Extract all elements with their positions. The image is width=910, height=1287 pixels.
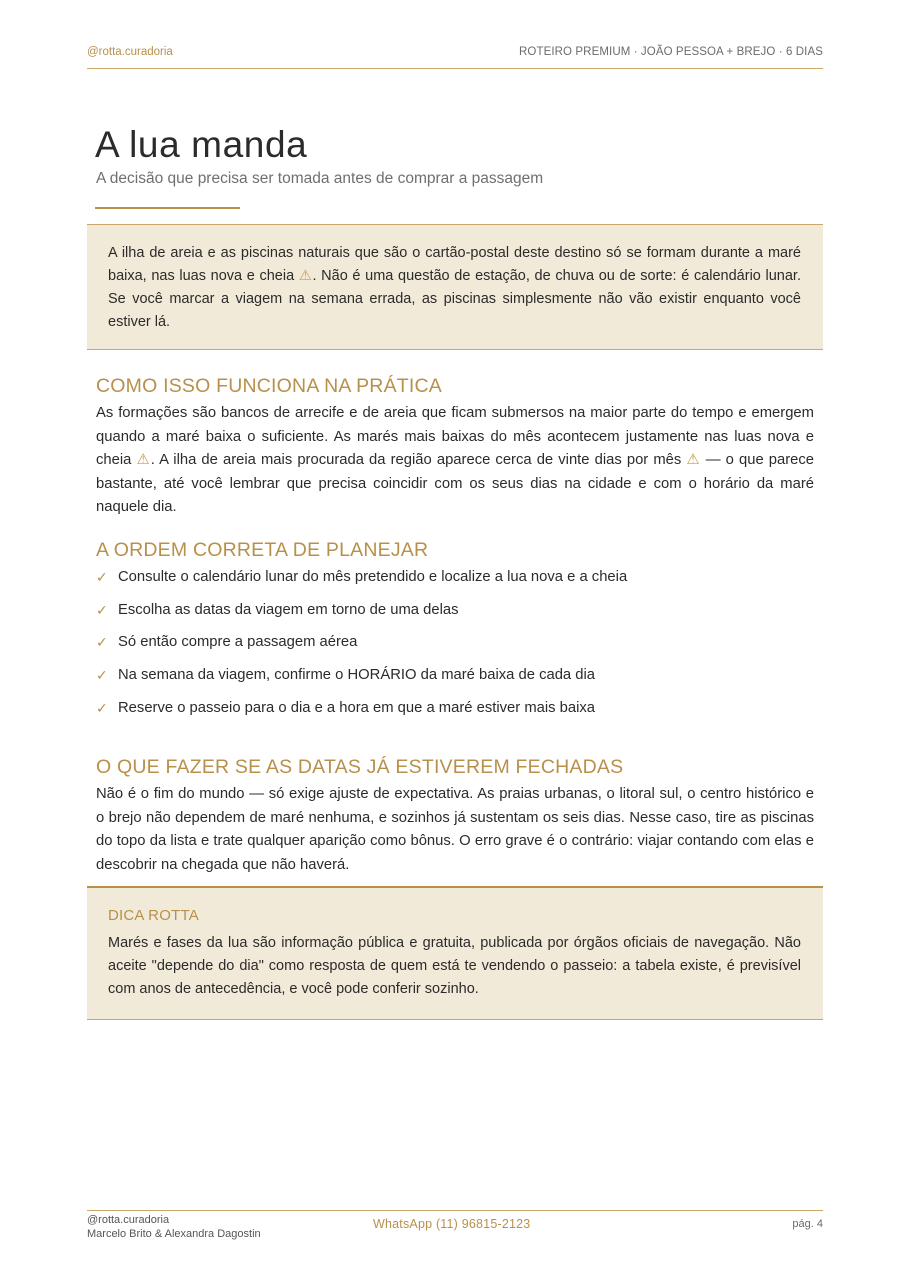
tip-title: DICA ROTTA <box>108 907 199 924</box>
section-heading-order: A ORDEM CORRETA DE PLANEJAR <box>96 539 429 561</box>
section-text-closed-dates: Não é o fim do mundo — só exige ajuste de expectativa. As praias urbanas, o litoral sul, o centro histórico e o brejo não dependem de maré nenhuma, e sozinhos já sustentam os seis dias. Nesse caso, tire as piscinas do topo da lista e trate qualquer aparição como bônus. O erro grave é o contrário: viajar contando com elas e descobrir na chegada que não haverá. <box>96 786 814 873</box>
tip-callout <box>87 886 823 1020</box>
check-icon: ✓ <box>96 634 108 651</box>
warning-icon: ⚠ <box>298 268 313 284</box>
section-text-practice: As formações são bancos de arrecife e de areia que ficam submersos na maior parte do tempo e emergem quando a maré baixa o suficiente. As marés mais baixas do mês acontecem justamente nas luas nova e cheia ⚠. A ilha de areia mais procurada da região aparece cerca de vinte dias por mês ⚠ — o que parece bastante, até você lembrar que precisa coincidir com os seus dias na cidade e com o horário da maré naquele dia. <box>96 405 815 516</box>
warning-icon: ⚠ <box>136 452 151 469</box>
checklist-item: ✓ Só então compre a passagem aérea <box>96 631 627 664</box>
header-brand: @rotta.curadoria <box>87 46 173 58</box>
title-divider <box>95 207 240 209</box>
footer-brand: @rotta.curadoria <box>87 1214 170 1226</box>
check-icon: ✓ <box>96 667 108 684</box>
check-icon: ✓ <box>96 699 108 716</box>
warning-icon: ⚠ <box>686 452 701 469</box>
intro-text: A ilha de areia e as piscinas naturais que são o cartão-postal deste destino só se formam durante a maré baixa, nas luas nova e cheia ⚠. Não é uma questão de estação, de chuva ou de sorte: é calendário lunar. Se você marcar a viagem na semana errada, as piscinas simplesmente não vão existir enquanto você estiver lá. <box>108 245 801 330</box>
checklist-item: ✓ Consulte o calendário lunar do mês pretendido e localize a lua nova e a cheia <box>96 566 627 599</box>
checklist-item: ✓ Na semana da viagem, confirme o HORÁRIO da maré baixa de cada dia <box>96 664 627 697</box>
footer-authors: Marcelo Brito & Alexandra Dagostin <box>87 1228 261 1240</box>
header-doc-title: ROTEIRO PREMIUM · JOÃO PESSOA + BREJO · 6 DIAS <box>519 46 823 58</box>
page-title: A lua manda <box>95 124 308 165</box>
planning-checklist <box>96 566 627 729</box>
page-header <box>87 46 823 69</box>
section-heading-closed-dates: O QUE FAZER SE AS DATAS JÁ ESTIVEREM FECHADAS <box>96 756 624 778</box>
checklist-item: ✓ Escolha as datas da viagem em torno de uma delas <box>96 599 627 632</box>
check-icon: ✓ <box>96 569 108 585</box>
checklist-item: ✓ Reserve o passeio para o dia e a hora em que a maré estiver mais baixa <box>96 697 627 730</box>
tip-text: Marés e fases da lua são informação pública e gratuita, publicada por órgãos oficiais de navegação. Não aceite "depende do dia" como resposta de quem está te vendendo o passeio: a tabela existe, é previsível com anos de antecedência, e você pode conferir sozinho. <box>108 935 801 997</box>
footer-whatsapp: WhatsApp (11) 96815-2123 <box>373 1217 531 1231</box>
check-icon: ✓ <box>96 601 108 618</box>
page-subtitle: A decisão que precisa ser tomada antes de comprar a passagem <box>96 170 544 187</box>
page-footer <box>87 1210 823 1251</box>
section-heading-practice: COMO ISSO FUNCIONA NA PRÁTICA <box>96 375 443 397</box>
footer-credits <box>87 1213 261 1241</box>
intro-callout <box>87 224 823 350</box>
page-number: pág. 4 <box>792 1218 823 1230</box>
